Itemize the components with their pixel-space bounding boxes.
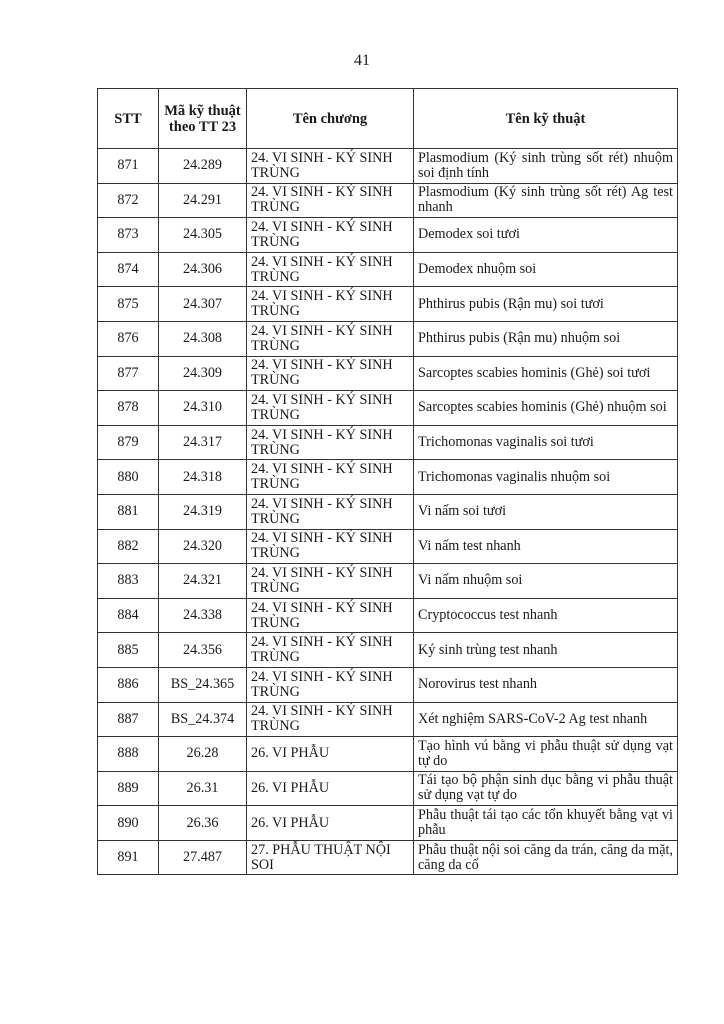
cell-stt: 886 [98,667,159,702]
cell-technique: Phthirus pubis (Rận mu) soi tươi [414,287,678,322]
cell-technique: Demodex soi tươi [414,218,678,253]
cell-technique: Ký sinh trùng test nhanh [414,633,678,668]
cell-code: 24.319 [159,494,247,529]
table-body [98,149,678,875]
cell-code: BS_24.374 [159,702,247,737]
cell-stt: 877 [98,356,159,391]
cell-chapter: 24. VI SINH - KÝ SINH TRÙNG [247,287,414,322]
cell-code: 24.291 [159,183,247,218]
cell-stt: 882 [98,529,159,564]
table-row [98,771,678,806]
cell-stt: 879 [98,425,159,460]
table-row [98,183,678,218]
cell-code: 24.289 [159,149,247,184]
cell-stt: 885 [98,633,159,668]
cell-chapter: 24. VI SINH - KÝ SINH TRÙNG [247,149,414,184]
cell-chapter: 24. VI SINH - KÝ SINH TRÙNG [247,425,414,460]
cell-stt: 884 [98,598,159,633]
header-stt: STT [98,89,159,149]
cell-stt: 878 [98,391,159,426]
cell-code: 24.321 [159,564,247,599]
cell-technique: Norovirus test nhanh [414,667,678,702]
table-row [98,425,678,460]
cell-technique: Sarcoptes scabies hominis (Ghẻ) nhuộm soi [414,391,678,426]
cell-chapter: 26. VI PHẪU [247,806,414,841]
cell-code: 24.309 [159,356,247,391]
table-row [98,287,678,322]
cell-chapter: 26. VI PHẪU [247,771,414,806]
table-row [98,806,678,841]
cell-technique: Cryptococcus test nhanh [414,598,678,633]
cell-stt: 876 [98,321,159,356]
cell-technique: Trichomonas vaginalis nhuộm soi [414,460,678,495]
cell-code: 26.36 [159,806,247,841]
cell-stt: 887 [98,702,159,737]
header-chapter: Tên chương [247,89,414,149]
table-row [98,252,678,287]
cell-code: BS_24.365 [159,667,247,702]
header-code: Mã kỹ thuật theo TT 23 [159,89,247,149]
table-row [98,494,678,529]
cell-chapter: 27. PHẪU THUẬT NỘI SOI [247,840,414,875]
cell-technique: Vi nấm nhuộm soi [414,564,678,599]
cell-technique: Plasmodium (Ký sinh trùng sốt rét) nhuộm soi định tính [414,149,678,184]
cell-code: 24.310 [159,391,247,426]
cell-technique: Phẫu thuật tái tạo các tổn khuyết bằng vạt vi phẫu [414,806,678,841]
cell-code: 24.317 [159,425,247,460]
table-row [98,633,678,668]
table-row [98,149,678,184]
techniques-table [97,88,678,875]
table-row [98,598,678,633]
table-row [98,529,678,564]
cell-technique: Tạo hình vú bằng vi phẫu thuật sử dụng vạt tự do [414,737,678,772]
cell-stt: 874 [98,252,159,287]
cell-stt: 890 [98,806,159,841]
cell-chapter: 24. VI SINH - KÝ SINH TRÙNG [247,391,414,426]
table-row [98,667,678,702]
cell-stt: 888 [98,737,159,772]
cell-chapter: 24. VI SINH - KÝ SINH TRÙNG [247,218,414,253]
table-row [98,460,678,495]
cell-stt: 873 [98,218,159,253]
cell-chapter: 24. VI SINH - KÝ SINH TRÙNG [247,633,414,668]
cell-chapter: 24. VI SINH - KÝ SINH TRÙNG [247,598,414,633]
cell-technique: Vi nấm soi tươi [414,494,678,529]
cell-chapter: 24. VI SINH - KÝ SINH TRÙNG [247,460,414,495]
cell-chapter: 24. VI SINH - KÝ SINH TRÙNG [247,356,414,391]
table-row [98,702,678,737]
cell-technique: Xét nghiệm SARS-CoV-2 Ag test nhanh [414,702,678,737]
cell-code: 24.305 [159,218,247,253]
table-row [98,737,678,772]
cell-chapter: 24. VI SINH - KÝ SINH TRÙNG [247,321,414,356]
cell-stt: 883 [98,564,159,599]
cell-code: 26.28 [159,737,247,772]
cell-code: 24.306 [159,252,247,287]
cell-technique: Phẫu thuật nội soi căng da trán, căng da mặt, căng da cổ [414,840,678,875]
cell-chapter: 24. VI SINH - KÝ SINH TRÙNG [247,183,414,218]
page-number: 41 [354,52,370,69]
cell-stt: 880 [98,460,159,495]
cell-stt: 875 [98,287,159,322]
cell-chapter: 26. VI PHẪU [247,737,414,772]
cell-code: 24.338 [159,598,247,633]
cell-chapter: 24. VI SINH - KÝ SINH TRÙNG [247,564,414,599]
cell-code: 24.307 [159,287,247,322]
cell-code: 24.308 [159,321,247,356]
cell-technique: Tái tạo bộ phận sinh dục bằng vi phẫu thuật sử dụng vạt tự do [414,771,678,806]
cell-code: 24.356 [159,633,247,668]
cell-technique: Trichomonas vaginalis soi tươi [414,425,678,460]
table-row [98,321,678,356]
table-header-row [98,89,678,149]
table-row [98,840,678,875]
cell-chapter: 24. VI SINH - KÝ SINH TRÙNG [247,252,414,287]
cell-stt: 889 [98,771,159,806]
cell-technique: Demodex nhuộm soi [414,252,678,287]
cell-stt: 891 [98,840,159,875]
cell-technique: Vi nấm test nhanh [414,529,678,564]
cell-code: 27.487 [159,840,247,875]
cell-code: 24.320 [159,529,247,564]
header-technique: Tên kỹ thuật [414,89,678,149]
table-row [98,218,678,253]
cell-stt: 872 [98,183,159,218]
cell-technique: Plasmodium (Ký sinh trùng sốt rét) Ag test nhanh [414,183,678,218]
cell-technique: Sarcoptes scabies hominis (Ghẻ) soi tươi [414,356,678,391]
cell-chapter: 24. VI SINH - KÝ SINH TRÙNG [247,702,414,737]
cell-chapter: 24. VI SINH - KÝ SINH TRÙNG [247,529,414,564]
table-row [98,564,678,599]
cell-code: 26.31 [159,771,247,806]
cell-stt: 881 [98,494,159,529]
cell-chapter: 24. VI SINH - KÝ SINH TRÙNG [247,494,414,529]
cell-stt: 871 [98,149,159,184]
cell-code: 24.318 [159,460,247,495]
table-row [98,356,678,391]
table-row [98,391,678,426]
cell-chapter: 24. VI SINH - KÝ SINH TRÙNG [247,667,414,702]
cell-technique: Phthirus pubis (Rận mu) nhuộm soi [414,321,678,356]
